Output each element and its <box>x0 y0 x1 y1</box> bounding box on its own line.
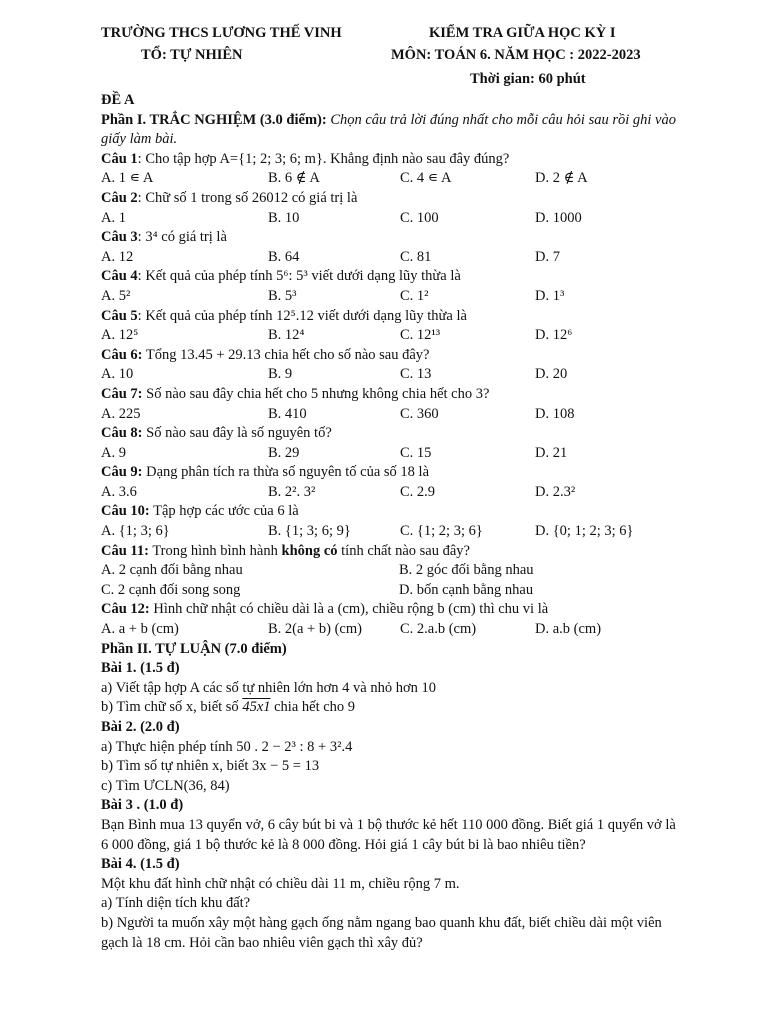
question-11-options-row1 <box>101 561 686 581</box>
option-c: C. 360 <box>400 405 439 422</box>
option-a: A. 2 cạnh đối bằng nhau <box>101 562 243 579</box>
question-6 <box>101 346 686 366</box>
option-b: B. {1; 3; 6; 9} <box>268 523 351 540</box>
question-8-options <box>101 444 686 464</box>
exam-duration: Thời gian: 60 phút <box>470 71 586 87</box>
question-7-options <box>101 405 686 425</box>
part1-heading <box>101 111 686 150</box>
question-3-options <box>101 248 686 268</box>
exam-code: ĐỀ A <box>101 92 135 108</box>
question-label: Câu 12: <box>101 601 150 618</box>
question-10-options <box>101 522 686 542</box>
bai1-b-number: 45x1 <box>242 699 271 716</box>
question-4-options <box>101 287 686 307</box>
option-b: B. 2 góc đối bằng nhau <box>399 562 534 579</box>
exam-content <box>101 91 686 953</box>
question-10 <box>101 502 686 522</box>
question-11 <box>101 542 686 562</box>
question-text: Tổng 13.45 + 29.13 chia hết cho số nào sau đây? <box>142 346 430 363</box>
question-9 <box>101 463 686 483</box>
question-text: Trong hình bình hành <box>148 542 282 559</box>
question-text: : Kết quả của phép tính 12⁵.12 viết dưới dạng lũy thừa là <box>137 307 467 324</box>
question-text: Số nào sau đây là số nguyên tố? <box>142 425 332 442</box>
question-11-options-row2 <box>101 581 686 601</box>
question-text: Dạng phân tích ra thừa số nguyên tố của số 18 là <box>142 464 430 481</box>
option-b: B. 12⁴ <box>268 327 305 344</box>
question-text: Hình chữ nhật có chiều dài là a (cm), chiều rộng b (cm) thì chu vi là <box>149 601 549 618</box>
option-d: D. 12⁶ <box>535 327 573 344</box>
option-b: B. 6 ∉ A <box>268 170 320 187</box>
question-4 <box>101 267 686 287</box>
option-c: C. 2.9 <box>400 483 436 500</box>
option-a: A. 10 <box>101 366 134 383</box>
question-emphasis: không có <box>281 542 338 559</box>
option-b: B. 2(a + b) (cm) <box>268 621 362 638</box>
option-c: C. 2 cạnh đối song song <box>101 581 241 598</box>
option-b: B. 10 <box>268 209 300 226</box>
option-a: A. 5² <box>101 287 131 304</box>
option-c: C. 81 <box>400 248 432 265</box>
question-text: : Chữ số 1 trong số 26012 có giá trị là <box>137 189 358 206</box>
option-b: B. 29 <box>268 444 300 461</box>
part1-title: Phần I. TRẮC NGHIỆM (3.0 điểm): <box>101 111 327 128</box>
bai1-title: Bài 1. (1.5 đ) <box>101 660 180 677</box>
bai4-b: b) Người ta muốn xây một hàng gạch ống nằm ngang bao quanh khu đất, biết chiều dài một viên gạch là 18 cm. Hỏi cần bao nhiêu viên gạch thì xây đủ? <box>101 914 662 951</box>
option-d: D. bốn cạnh bằng nhau <box>399 581 534 598</box>
question-label: Câu 3 <box>101 229 138 246</box>
question-label: Câu 1 <box>101 150 138 167</box>
question-2 <box>101 189 686 209</box>
option-d: D. a.b (cm) <box>535 621 602 638</box>
option-d: D. 2 ∉ A <box>535 170 588 187</box>
bai2-a-label: a) Thực hiện phép tính <box>101 738 233 755</box>
option-d: D. 21 <box>535 444 568 461</box>
question-5 <box>101 307 686 327</box>
question-12-options <box>101 620 686 640</box>
multiple-choice-list <box>101 150 686 542</box>
bai3-title: Bài 3 . (1.0 đ) <box>101 797 184 814</box>
option-c: C. 13 <box>400 366 432 383</box>
question-5-options <box>101 326 686 346</box>
option-a: A. {1; 3; 6} <box>101 523 170 540</box>
question-label: Câu 6: <box>101 346 143 363</box>
question-text: : 3⁴ có giá trị là <box>137 229 227 246</box>
option-a: A. 12 <box>101 248 134 265</box>
option-d: D. {0; 1; 2; 3; 6} <box>535 523 634 540</box>
department-name: TỔ: TỰ NHIÊN <box>141 47 243 63</box>
option-b: B. 9 <box>268 366 293 383</box>
question-label: Câu 11: <box>101 542 149 559</box>
question-9-options <box>101 483 686 503</box>
option-d: D. 1³ <box>535 287 565 304</box>
question-label: Câu 5 <box>101 307 138 324</box>
question-2-options <box>101 209 686 229</box>
option-c: C. 4 ∊ A <box>400 170 452 187</box>
question-label: Câu 9: <box>101 464 143 481</box>
question-1-options <box>101 169 686 189</box>
question-1 <box>101 150 686 170</box>
exam-title: KIỂM TRA GIỮA HỌC KỲ I <box>429 25 616 41</box>
option-d: D. 7 <box>535 248 560 265</box>
option-d: D. 20 <box>535 366 568 383</box>
option-b: B. 2². 3² <box>268 483 316 500</box>
question-label: Câu 2 <box>101 189 138 206</box>
question-3 <box>101 228 686 248</box>
option-a: A. 3.6 <box>101 483 137 500</box>
option-b: B. 64 <box>268 248 300 265</box>
option-d: D. 108 <box>535 405 575 422</box>
part2-title: Phần II. TỰ LUẬN (7.0 điểm) <box>101 640 287 657</box>
option-b: B. 5³ <box>268 287 297 304</box>
question-8 <box>101 424 686 444</box>
bai2-a <box>101 738 686 758</box>
question-text: : Cho tập hợp A={1; 2; 3; 6; m}. Khẳng định nào sau đây đúng? <box>137 150 510 167</box>
bai2-a-expression: 50 . 2 − 2³ : 8 + 3².4 <box>232 738 353 755</box>
option-c: C. {1; 2; 3; 6} <box>400 523 483 540</box>
option-c: C. 12¹³ <box>400 327 441 344</box>
option-d: D. 2.3² <box>535 483 576 500</box>
option-a: A. 1 <box>101 209 126 226</box>
bai2-c: c) Tìm ƯCLN(36, 84) <box>101 777 230 794</box>
option-a: A. a + b (cm) <box>101 621 179 638</box>
school-name: TRƯỜNG THCS LƯƠNG THẾ VINH <box>101 25 342 41</box>
option-a: A. 225 <box>101 405 141 422</box>
bai2-b: b) Tìm số tự nhiên x, biết 3x − 5 = 13 <box>101 758 320 775</box>
subject-year: MÔN: TOÁN 6. NĂM HỌC : 2022-2023 <box>391 47 641 63</box>
question-6-options <box>101 365 686 385</box>
question-text: Số nào sau đây chia hết cho 5 nhưng không chia hết cho 3? <box>142 385 490 402</box>
question-text-end: tính chất nào sau đây? <box>337 542 470 559</box>
bai4-title: Bài 4. (1.5 đ) <box>101 856 180 873</box>
bai1-b-text: b) Tìm chữ số x, biết số <box>101 699 243 716</box>
bai4-intro: Một khu đất hình chữ nhật có chiều dài 11 m, chiều rộng 7 m. <box>101 875 460 892</box>
question-12 <box>101 600 686 620</box>
option-b: B. 410 <box>268 405 307 422</box>
option-c: C. 2.a.b (cm) <box>400 621 477 638</box>
option-a: A. 9 <box>101 444 126 461</box>
bai4-a: a) Tính diện tích khu đất? <box>101 895 251 912</box>
question-label: Câu 10: <box>101 503 150 520</box>
bai1-a: a) Viết tập hợp A các số tự nhiên lớn hơn 4 và nhỏ hơn 10 <box>101 679 436 696</box>
option-c: C. 100 <box>400 209 439 226</box>
question-label: Câu 7: <box>101 385 143 402</box>
bai2-title: Bài 2. (2.0 đ) <box>101 719 180 735</box>
option-c: C. 15 <box>400 444 432 461</box>
option-c: C. 1² <box>400 287 429 304</box>
bai3-text: Bạn Bình mua 13 quyển vở, 6 cây bút bi và 1 bộ thước kẻ hết 110 000 đồng. Biết giá 1 quyển vở là 6 000 đồng, giá 1 bộ thước kẻ là 8 000 đồng. Hỏi giá 1 cây bút bi là bao nhiêu tiền? <box>101 816 676 853</box>
question-7 <box>101 385 686 405</box>
option-a: A. 1 ∊ A <box>101 170 154 187</box>
question-label: Câu 8: <box>101 425 143 442</box>
bai1-b <box>101 698 686 718</box>
bai1-b-end: chia hết cho 9 <box>270 699 356 716</box>
part1-instruction: Chọn câu trả lời đúng nhất cho mỗi câu hỏi sau rồi ghi vào giấy làm bài. <box>101 111 676 148</box>
question-label: Câu 4 <box>101 268 138 285</box>
option-a: A. 12⁵ <box>101 327 139 344</box>
question-text: Tập hợp các ước của 6 là <box>149 503 299 520</box>
question-text: : Kết quả của phép tính 5⁶: 5³ viết dưới dạng lũy thừa là <box>137 268 461 285</box>
option-d: D. 1000 <box>535 209 582 226</box>
